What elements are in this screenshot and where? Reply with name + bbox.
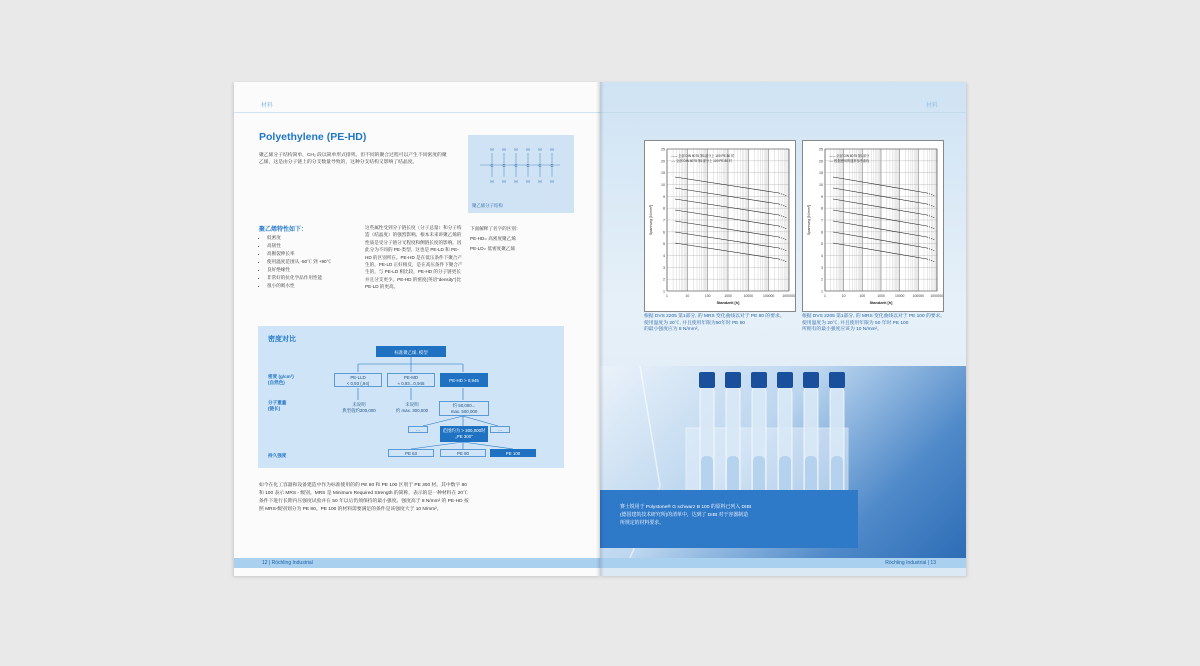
- right-page: [600, 82, 966, 576]
- right-header: 材料: [926, 103, 939, 109]
- pe63-node: PE 63: [388, 449, 434, 457]
- curve-line-dashed: [927, 248, 935, 251]
- y-tick-label: 9: [663, 194, 665, 199]
- list-item: • 高断裂伸长率: [267, 250, 377, 258]
- y-tick-label: 10: [819, 183, 823, 187]
- y-tick-label: 25: [661, 147, 665, 152]
- x-tick-label: 10: [685, 294, 690, 298]
- name-explain: 下面解释了名字的区别：: [470, 226, 521, 231]
- density-comparison-box: [258, 326, 564, 468]
- x-tick-label: 10: [841, 294, 846, 298]
- x-tick-label: 1000000: [930, 294, 943, 298]
- top-node: 标准聚乙烯, 模型: [376, 346, 446, 357]
- bottom-text: 如今在化工容器和设备建造中作为标准使用的的 PE 80 和 PE 100 区别于 PE 300 材。其中数字 80 和 100 表示 MRS - 级别。MRS 是 Minimum Required Strength 的简称，表示的是一种材料在 20℃ 条件下进行长期内压强度试验并在 50 年以后仍须保持的最小强度。强度高于 8 N/mm² 的 PE-HD 按照 MRS-级别划分为 PE 80。PE 100 的材料需要满足的条件是该强度大于 10 N/mm²。: [259, 483, 469, 512]
- curve-line-dashed: [927, 215, 935, 218]
- y-tick-label: 15: [819, 171, 823, 176]
- dots-node: ...: [408, 426, 428, 433]
- svg-text:H: H: [514, 179, 518, 184]
- svg-text:H: H: [526, 179, 530, 184]
- svg-text:H: H: [526, 147, 530, 152]
- x-tick-label: 100000: [912, 294, 924, 298]
- y-tick-label: 4: [821, 254, 823, 258]
- dots-node: ...: [490, 426, 510, 433]
- x-tick-label: 100: [859, 294, 866, 298]
- density-box-title: 密度对比: [268, 336, 296, 343]
- row-label-weight: 分子重量 (链长): [268, 400, 287, 411]
- legend-entry: —— 全部 DIN 8075 第1部分上 100 PE 80 时: [671, 154, 735, 158]
- column-two-text: 这些属性受到分子链长度（分子总量）和分子构造（结晶度）的强烈影响。根本未来讲聚乙烯的性质是受分子链分叉程度和侧链长度的影响。因此分为不同的 PE-类型。这也是 PE-LD 和 PE-HD 的区别所在。PE-HD 是在低压条件下聚合产生的，PE-LD 正好相反，是在高压条件下聚合产生的，与 PE-LD 相比较，PE-HD 的分子链更长并且分支更少。PE-HD 的密度(英语“density”)比 PE-LD 的更高。: [365, 225, 463, 290]
- legend-entry: ---- 根据使用的通常参考曲线: [829, 159, 870, 163]
- svg-text:H: H: [502, 147, 506, 152]
- left-page: [234, 82, 600, 576]
- x-tick-label: 10000: [894, 294, 905, 298]
- x-tick-label: 100000: [763, 294, 775, 298]
- molecule-caption: 聚乙烯分子结构: [472, 203, 503, 208]
- svg-text:H: H: [514, 147, 518, 152]
- y-tick-label: 1: [663, 289, 665, 294]
- y-tick-label: 7: [821, 218, 823, 223]
- pe-hd-definition: PE-HD= 高密度聚乙烯: [470, 236, 516, 241]
- list-item: • 良好绝缘性: [267, 266, 377, 274]
- graph-svg: [645, 141, 795, 311]
- x-tick-label: 100: [704, 294, 711, 298]
- left-footer: 12 | Röchling Industrial: [234, 558, 600, 568]
- y-tick-label: 10: [661, 183, 665, 187]
- features-list: [259, 234, 377, 290]
- pe-300-node: 范围约为 > 300,000时 „PE 300“: [440, 426, 488, 442]
- list-item: • 低密度: [267, 234, 377, 242]
- y-tick-label: 20: [819, 159, 823, 164]
- svg-text:H: H: [550, 179, 554, 184]
- y-tick-label: 7: [663, 218, 665, 223]
- y-tick-label: 2: [821, 277, 823, 282]
- graph-svg: [803, 141, 943, 311]
- molecule-diagram: [468, 135, 574, 195]
- molecule-box: [468, 135, 574, 213]
- x-tick-label: 1: [824, 294, 826, 298]
- y-tick-label: 25: [819, 147, 823, 152]
- y-tick-label: 9: [821, 194, 823, 199]
- list-item: • 高韧性: [267, 242, 377, 250]
- y-tick-label: 3: [821, 265, 823, 270]
- svg-text:C: C: [526, 163, 530, 168]
- weight-pe-lld: 未说明 典型值约200,000: [342, 402, 376, 413]
- svg-text:C: C: [550, 163, 554, 168]
- svg-text:C: C: [514, 163, 518, 168]
- mrs-graph-pe100: [802, 140, 944, 312]
- curve-line-dashed: [927, 237, 935, 240]
- x-axis-label: Standzeit [h]: [869, 301, 893, 305]
- curve-line-dashed: [927, 259, 935, 262]
- list-item: • 非常好的抗化学品作用性能: [267, 274, 377, 282]
- pe-ld-definition: PE-LD= 低密度聚乙烯: [470, 246, 516, 251]
- y-tick-label: 3: [663, 265, 665, 270]
- svg-text:H: H: [538, 179, 542, 184]
- y-tick-label: 6: [663, 230, 665, 235]
- svg-text:H: H: [550, 147, 554, 152]
- y-tick-label: 4: [663, 254, 665, 258]
- legend-entry: —— 全部 DIN 8075 第1部分: [829, 154, 870, 158]
- intro-text: 聚乙烯分子结构简单，CH₂ 段以简单形式排列。但不同的聚合过程可以产生不同密度的聚乙烯，这是由分子链上的分支数量导致的，这种分支结构又影响了结晶度。: [259, 153, 447, 165]
- right-footer: Röchling Industrial | 13: [600, 558, 966, 568]
- x-tick-label: 10000: [743, 294, 754, 298]
- y-axis-label: Spannung [N/mm²]: [649, 204, 653, 236]
- y-axis-label: Spannung [N/mm²]: [807, 204, 811, 236]
- column-three: [470, 224, 570, 254]
- y-tick-label: 8: [663, 206, 665, 211]
- legend-entry: ---- 全部 DIN 8075 第1部分上 100 PE 80 时: [671, 159, 733, 163]
- y-tick-label: 15: [661, 171, 665, 176]
- photo-text: 赛士锐用于 Polystone® G schwarz B 100 的原料已列入 DIBt (德国建筑技术研究所)的清单中，达到了 DIBt 对于容器制造 所规定的材料要求。: [620, 505, 752, 526]
- y-tick-label: 1: [821, 289, 823, 294]
- node-pe-hd: PE-HD > 0,945: [440, 373, 488, 387]
- svg-text:H: H: [490, 147, 494, 152]
- row-label-strength: 持久强度: [268, 453, 287, 458]
- y-tick-label: 5: [821, 242, 823, 247]
- left-header: 材料: [261, 103, 274, 109]
- svg-text:C: C: [538, 163, 542, 168]
- y-tick-label: 2: [663, 277, 665, 282]
- header-rule: [600, 112, 966, 113]
- row-label-density: 密度 (g/cm³) (自然色): [268, 374, 294, 385]
- features-title: 聚乙烯特性如下：: [259, 227, 308, 233]
- curve-line-dashed: [927, 204, 935, 207]
- mrs-graph-pe80: [644, 140, 796, 312]
- graph-caption-pe100: 根据 DVS 2205 第1部分, 的 MRS 变化曲线以对于 PE 100 的要求。 使用温度为 20℃, 并且使用年限为 50 年时 PE 100 所拥有的最小强度应该为 10 N/mm²。: [802, 314, 946, 332]
- book-spine: [596, 82, 604, 576]
- y-tick-label: 20: [661, 159, 665, 164]
- x-axis-label: Standzeit [h]: [716, 301, 740, 305]
- svg-text:C: C: [490, 163, 494, 168]
- y-tick-label: 8: [821, 206, 823, 211]
- node-pe-lld: PE-LLD < 0,93 (,94): [334, 373, 382, 387]
- x-tick-label: 1: [666, 294, 668, 298]
- graph-caption-pe80: 根据 DVS 2205 第1部分, 的 MRS 变化曲线以对于 PE 80 的要求。 使用温度为 20℃, 并且使用年限为50年时 PE 80 的最小强度应为 8 N/mm²。: [644, 314, 785, 332]
- x-tick-label: 1000: [877, 294, 885, 298]
- svg-text:C: C: [502, 163, 506, 168]
- photo-text-box: [600, 490, 858, 548]
- svg-text:H: H: [502, 179, 506, 184]
- curve-line-dashed: [927, 193, 935, 196]
- svg-text:H: H: [490, 179, 494, 184]
- y-tick-label: 5: [663, 242, 665, 247]
- node-pe-md: PE-MD ≈ 0,93...0,945: [387, 373, 435, 387]
- pe80-node: PE 80: [440, 449, 486, 457]
- svg-text:H: H: [538, 147, 542, 152]
- weight-pe-md: 未说明 约 max. 300,000: [395, 402, 429, 413]
- pe100-node: PE 100: [490, 449, 536, 457]
- x-tick-label: 1000: [724, 294, 732, 298]
- page-title: Polyethylene (PE-HD): [259, 131, 367, 143]
- curve-line-dashed: [927, 226, 935, 229]
- header-rule: [234, 112, 600, 113]
- weight-pe-hd: 约 50,000... max. 500,000: [439, 401, 489, 416]
- x-tick-label: 1000000: [782, 294, 795, 298]
- y-tick-label: 6: [821, 230, 823, 235]
- list-item: • 使用温度范围从 -50℃ 到 +90℃: [267, 258, 377, 266]
- list-item: • 很小的吸水性: [267, 282, 377, 290]
